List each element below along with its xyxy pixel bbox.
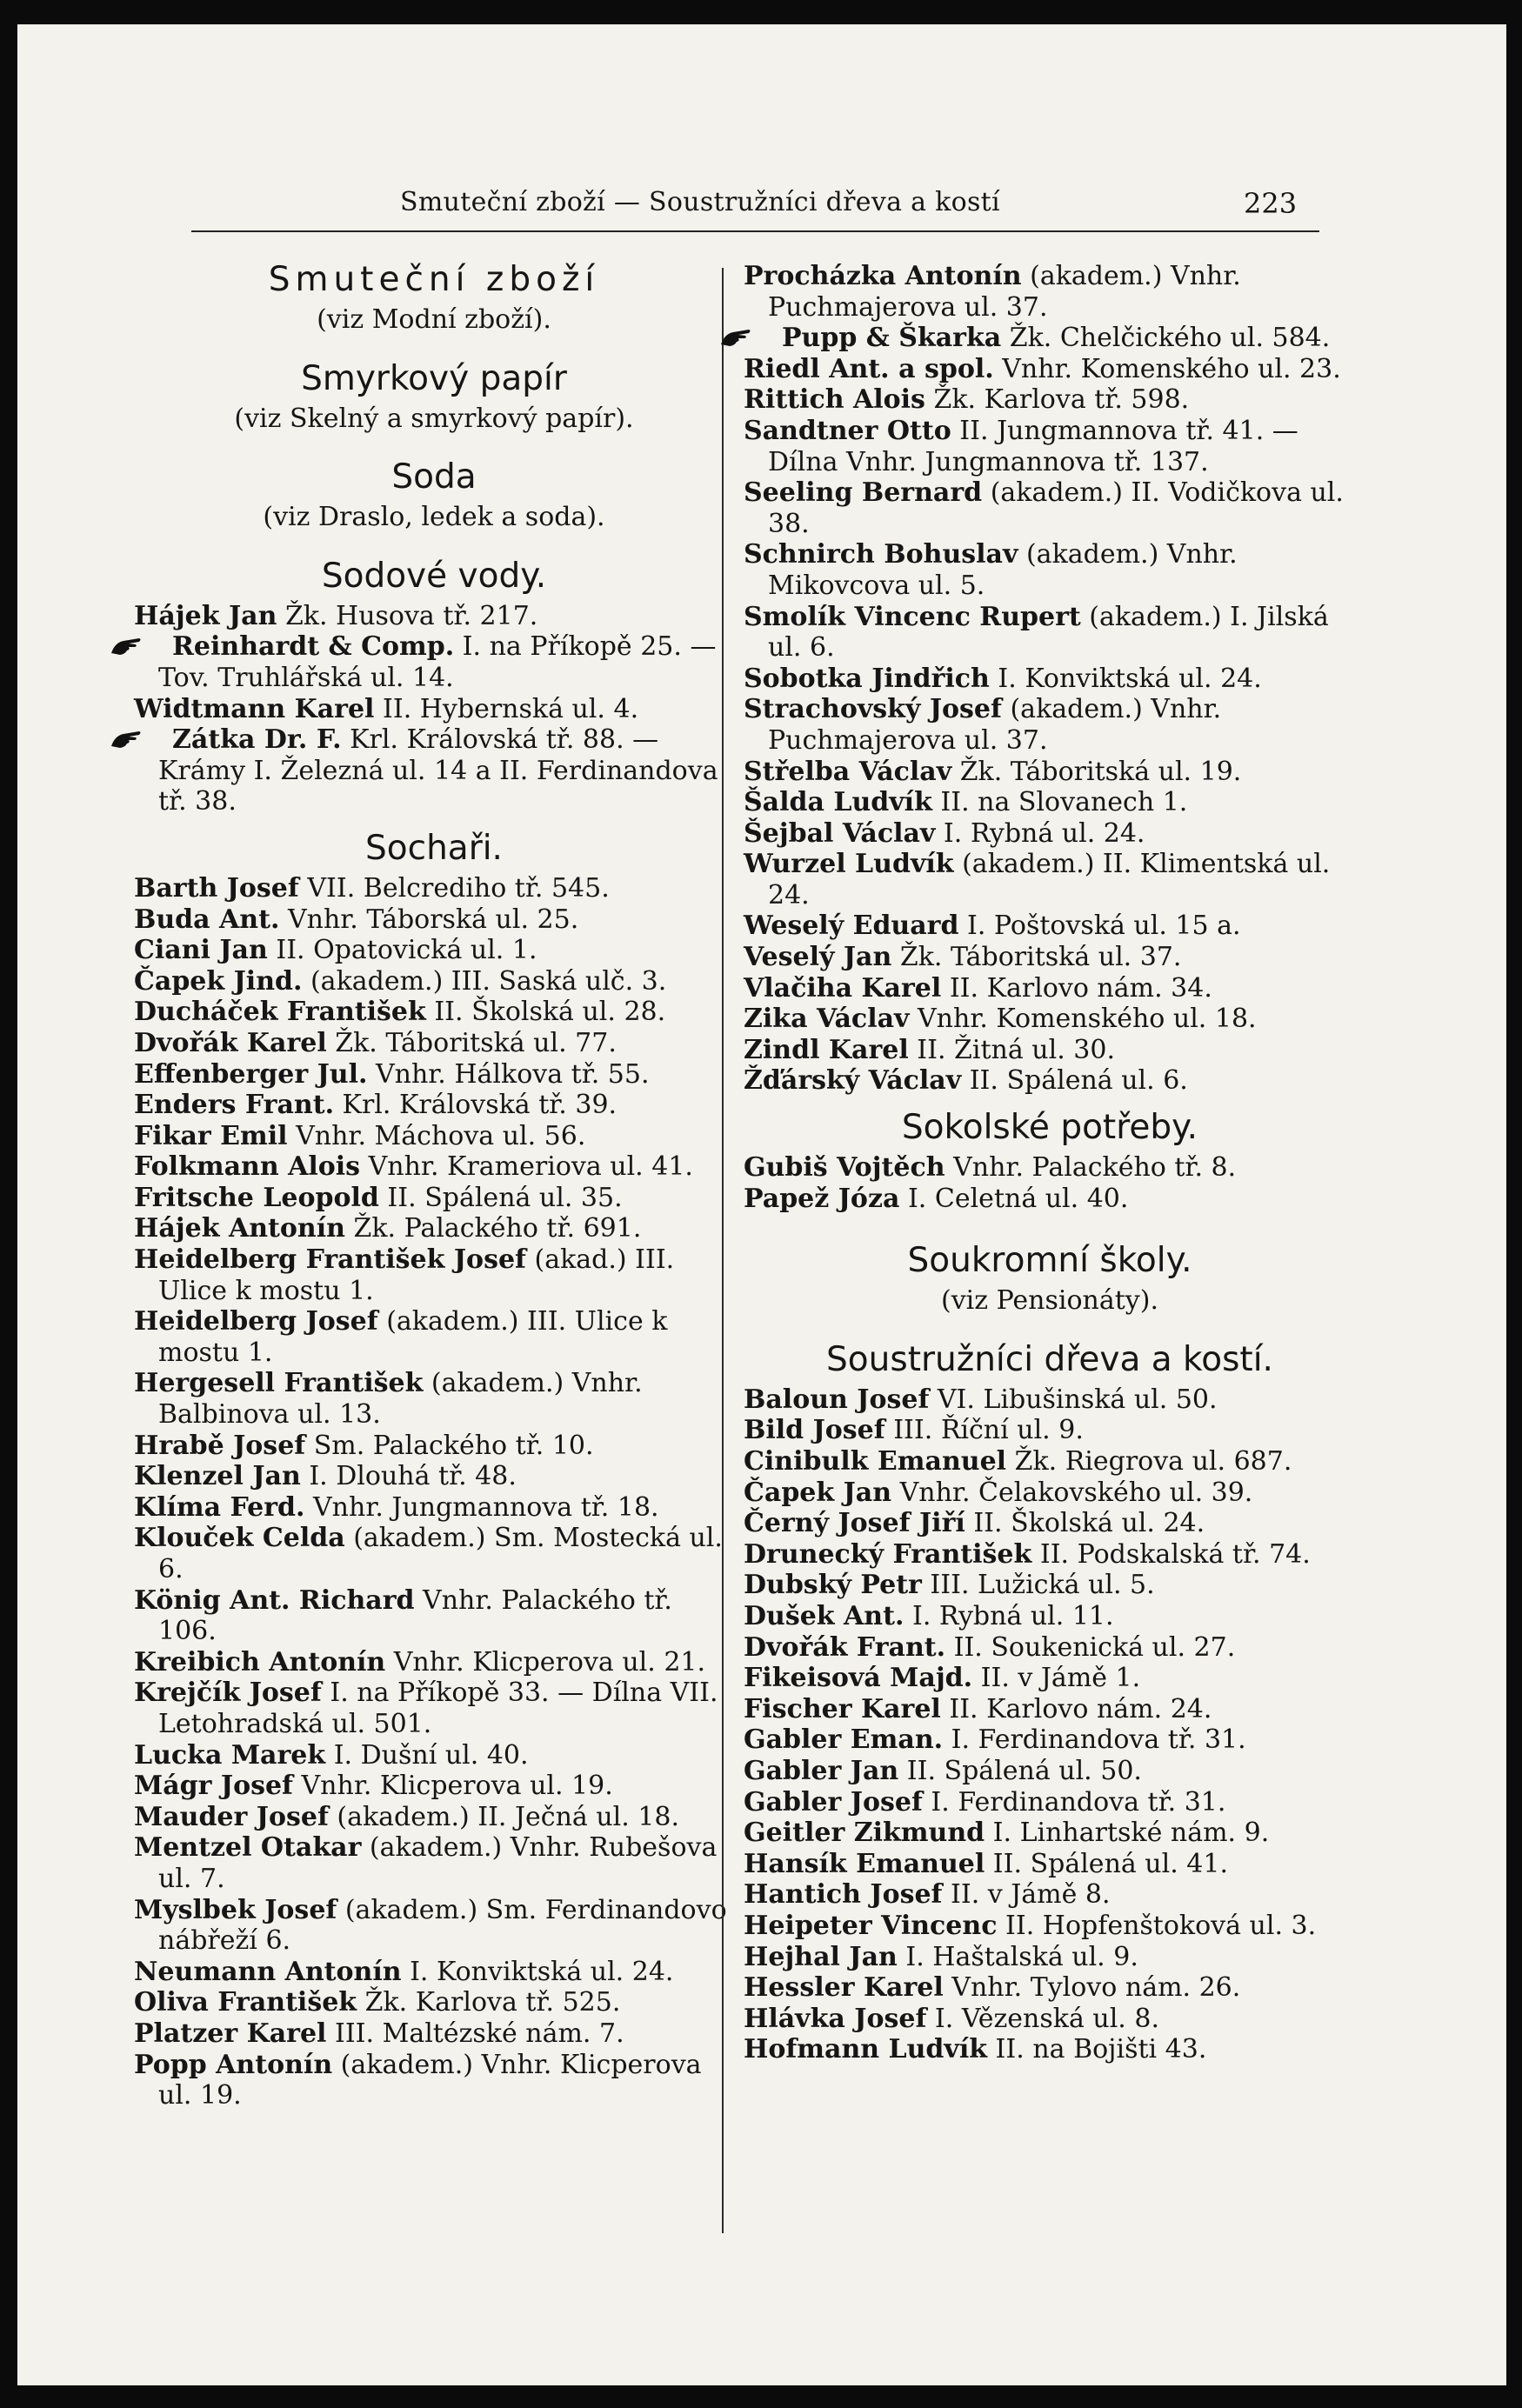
page-number: 223 [1244, 187, 1298, 220]
entry-address: Krl. Královská tř. 88. — Krámy I. Železná ul. 14 a II. Ferdinandova tř. 38. [158, 724, 718, 817]
list-item [134, 2050, 734, 2111]
entry-name: Reinhardt & Comp. [172, 631, 455, 663]
list-item [744, 1415, 1356, 1446]
entry-address: (akadem.) Vnhr. Rubešova ul. 7. [158, 1832, 718, 1894]
entry-address: (akadem.) Vnhr. Puchmajerova ul. 37. [768, 261, 1241, 323]
list-item [134, 1771, 734, 1802]
entry-name: Procházka Antonín [744, 261, 1022, 291]
pointing-hand-icon [134, 728, 167, 750]
pointing-hand-icon [134, 635, 167, 657]
entry-address: I. Ferdinandova tř. 31. [922, 1786, 1226, 1818]
section-heading: Sochaři. [365, 828, 503, 868]
entry-name: Ciani Jan [134, 935, 268, 966]
entry-address: (akadem.) Vnhr. Mikovcova ul. 5. [768, 539, 1238, 601]
list-item [744, 1849, 1356, 1880]
spacer [744, 1214, 1356, 1230]
list-item [744, 1446, 1356, 1477]
entry-name: Myslbek Josef [134, 1894, 337, 1925]
entry-address: I. Poštovská ul. 15 a. [958, 911, 1241, 942]
entry-name: Enders Frant. [134, 1090, 335, 1121]
entry-address: Vnhr. Tylovo nám. 26. [943, 1972, 1241, 2004]
entry-name: Heidelberg Josef [134, 1306, 378, 1337]
entry-address: Žk. Táboritská ul. 37. [891, 942, 1182, 973]
entry-address: II. v Jámě 8. [942, 1879, 1111, 1911]
entry-name: Weselý Eduard [744, 911, 959, 942]
entry-address: I. Konviktská ul. 24. [989, 663, 1262, 694]
entry-name: Černý Josef Jiří [744, 1508, 965, 1539]
list-item [134, 1213, 734, 1244]
list-item [744, 818, 1356, 850]
entry-name: Effenberger Jul. [134, 1058, 368, 1090]
entry-name: Hlávka Josef [744, 2003, 927, 2034]
entry-name: Mauder Josef [134, 1801, 329, 1832]
entry-name: Čapek Jan [744, 1477, 892, 1508]
list-item [134, 997, 734, 1028]
entry-address: (akadem.) Sm. Ferdinandovo nábřeží 6. [158, 1894, 727, 1957]
entry-address: II. Spálená ul. 35. [378, 1182, 623, 1213]
entry-name: Mágr Josef [134, 1771, 293, 1802]
entry-name: Střelba Václav [744, 756, 952, 787]
entry-address: (akad.) III. Ulice k mostu 1. [158, 1244, 675, 1306]
entry-address: Žk. Táboritská ul. 77. [326, 1027, 617, 1058]
entry-name: Ducháček František [134, 997, 426, 1028]
cross-reference: (viz Draslo, ledek a soda). [263, 502, 605, 533]
list-item [744, 1663, 1356, 1694]
list-item [744, 1477, 1356, 1509]
list-item [744, 787, 1356, 818]
entry-name: Schnirch Bohuslav [744, 539, 1018, 570]
entry-address: Vnhr. Čelakovského ul. 39. [891, 1477, 1253, 1508]
list-item [134, 1090, 734, 1121]
entry-address: II. Školská ul. 24. [965, 1508, 1205, 1539]
entry-name: Žďárský Václav [744, 1065, 962, 1097]
list-item [744, 849, 1356, 911]
list-item [744, 1184, 1356, 1215]
list-item [134, 1740, 734, 1771]
entry-name: Buda Ant. [134, 904, 280, 935]
list-item [134, 724, 734, 817]
entry-address: Vnhr. Palackého tř. 8. [945, 1152, 1237, 1184]
entry-name: Riedl Ant. a spol. [744, 353, 994, 384]
entry-address: II. Podskalská tř. 74. [1031, 1538, 1311, 1570]
entry-address: II. v Jámě 1. [972, 1663, 1141, 1694]
entry-name: Hrabě Josef [134, 1430, 306, 1461]
list-item [134, 694, 734, 725]
list-item [744, 477, 1356, 539]
column-divider [722, 268, 724, 2233]
section-heading: Smyrkový papír [301, 358, 567, 398]
list-item [134, 1647, 734, 1678]
section-heading: Sodové vody. [321, 556, 547, 596]
entry-name: Hejhal Jan [744, 1941, 898, 1972]
entry-name: Šejbal Václav [744, 817, 936, 849]
cross-reference: (viz Pensionáty). [940, 1285, 1158, 1317]
list-item [744, 1384, 1356, 1416]
list-item [744, 1570, 1356, 1601]
list-item [134, 1059, 734, 1091]
entry-name: Seeling Bernard [744, 477, 983, 509]
list-item [134, 1244, 734, 1306]
section-heading: Soukromní školy. [907, 1241, 1192, 1281]
section-heading: Soustružníci dřeva a kostí. [826, 1339, 1273, 1379]
entry-name: Platzer Karel [134, 2018, 327, 2049]
list-item [134, 873, 734, 904]
list-item [744, 1065, 1356, 1097]
list-item [134, 1028, 734, 1059]
entry-address: Vnhr. Komenského ul. 18. [909, 1004, 1257, 1035]
entry-address: II. Žitná ul. 30. [908, 1034, 1115, 1065]
list-item [744, 1818, 1356, 1849]
list-item [134, 631, 734, 693]
entry-name: Fritsche Leopold [134, 1182, 379, 1213]
list-item [744, 1911, 1356, 1942]
entry-name: Papež Józa [744, 1183, 900, 1214]
entry-address: (akadem.) II. Klimentská ul. 24. [768, 849, 1331, 911]
list-item [134, 1957, 734, 1988]
entry-address: VII. Belcrediho tř. 545. [298, 872, 610, 904]
entry-name: Dubský Petr [744, 1570, 922, 1601]
entry-address: Žk. Riegrova ul. 687. [1006, 1446, 1292, 1477]
entry-name: Strachovský Josef [744, 694, 1002, 725]
entry-address: Vnhr. Klicperova ul. 19. [292, 1771, 613, 1802]
pointing-hand-icon [744, 326, 777, 349]
list-item [744, 1787, 1356, 1818]
entry-name: Lucka Marek [134, 1739, 326, 1771]
entry-address: I. Dušní ul. 40. [325, 1739, 529, 1771]
entry-name: Čapek Jind. [134, 965, 303, 997]
list-item [744, 1004, 1356, 1035]
entry-address: Žk. Karlova tř. 598. [925, 384, 1190, 416]
entry-address: I. Rybná ul. 24. [935, 817, 1145, 849]
entry-name: Hájek Jan [134, 600, 277, 631]
list-item [134, 1802, 734, 1833]
entry-address: VI. Libušinská ul. 50. [929, 1384, 1218, 1415]
entry-address: II. Spálená ul. 6. [961, 1065, 1188, 1097]
list-item [744, 261, 1356, 323]
entry-address: II. Spálená ul. 50. [898, 1755, 1142, 1786]
section-heading: Sokolské potřeby. [901, 1108, 1198, 1148]
entry-name: Pupp & Škarka [782, 323, 1002, 354]
entry-address: II. Spálená ul. 41. [985, 1848, 1229, 1879]
entry-name: Kreibich Antonín [134, 1646, 386, 1678]
entry-address: I. Rybná ul. 11. [904, 1600, 1114, 1631]
list-item [744, 602, 1356, 664]
entry-address: II. Karlovo nám. 34. [941, 972, 1212, 1004]
list-item [744, 1508, 1356, 1539]
list-item [744, 1879, 1356, 1911]
entry-name: Mentzel Otakar [134, 1832, 362, 1864]
entry-address: Vnhr. Komenského ul. 23. [993, 353, 1341, 384]
list-item [744, 2004, 1356, 2035]
entry-address: Žk. Karlova tř. 525. [357, 1987, 621, 2018]
entry-address: II. Hopfenštoková ul. 3. [997, 1910, 1317, 1941]
entry-address: III. Říční ul. 9. [884, 1415, 1084, 1446]
entry-name: Geitler Zikmund [744, 1818, 985, 1849]
list-item [744, 911, 1356, 942]
list-item [134, 1151, 734, 1183]
list-item [744, 1152, 1356, 1184]
entry-name: Heidelberg František Josef [134, 1244, 526, 1276]
entry-address: (akadem.) Sm. Mostecká ul. 6. [158, 1523, 723, 1584]
entry-address: II. Opatovická ul. 1. [267, 935, 537, 966]
list-item [134, 1523, 734, 1584]
entry-address: I. Linhartské nám. 9. [985, 1818, 1270, 1849]
header-rule [191, 230, 1319, 232]
list-item [744, 2034, 1356, 2065]
entry-address: III. Maltézské nám. 7. [326, 2018, 624, 2049]
entry-address: (akadem.) Vnhr. Balbinova ul. 13. [158, 1368, 643, 1431]
entry-name: Bild Josef [744, 1415, 885, 1446]
entry-name: Widtmann Karel [134, 693, 375, 724]
entry-name: Wurzel Ludvík [744, 849, 954, 880]
entry-address: Žk. Táboritská ul. 19. [951, 756, 1242, 787]
left-column [134, 261, 734, 2111]
entry-address: Vnhr. Máchova ul. 56. [287, 1120, 586, 1151]
list-item [134, 1461, 734, 1492]
list-item [744, 1972, 1356, 2004]
entry-address: (akadem.) III. Saská ulč. 3. [302, 965, 667, 997]
entry-address: II. Školská ul. 28. [425, 997, 666, 1028]
section-heading: Soda [391, 457, 477, 497]
list-item [134, 1895, 734, 1957]
entry-name: Rittich Alois [744, 384, 925, 416]
entry-name: Klíma Ferd. [134, 1491, 305, 1523]
list-item [744, 1035, 1356, 1066]
list-item [134, 904, 734, 936]
entry-name: Neumann Antonín [134, 1956, 402, 1987]
list-item [134, 935, 734, 966]
entry-address: II. Soukenická ul. 27. [945, 1631, 1236, 1663]
entry-name: Hessler Karel [744, 1972, 944, 2004]
entry-name: König Ant. Richard [134, 1584, 415, 1616]
entry-address: I. Vězenská ul. 8. [926, 2003, 1159, 2034]
list-item [134, 1678, 734, 1739]
list-item [744, 416, 1356, 477]
entry-address: I. na Příkopě 33. — Dílna VII. Letohradská ul. 501. [158, 1678, 718, 1739]
entry-name: Šalda Ludvík [744, 787, 932, 818]
entry-name: Hájek Antonín [134, 1213, 345, 1244]
entry-name: Drunecký František [744, 1538, 1032, 1570]
entry-name: Baloun Josef [744, 1384, 930, 1415]
entry-address: I. Dlouhá tř. 48. [300, 1461, 517, 1492]
entry-name: Fikeisová Majd. [744, 1663, 973, 1694]
list-item [134, 2018, 734, 2050]
entry-address: (akadem.) Vnhr. Klicperova ul. 19. [158, 2049, 702, 2111]
entry-name: Fischer Karel [744, 1693, 941, 1724]
entry-name: Zátka Dr. F. [172, 724, 342, 756]
entry-name: Zika Václav [744, 1004, 910, 1035]
list-item [744, 1632, 1356, 1664]
entry-address: Vnhr. Krameriova ul. 41. [360, 1151, 693, 1183]
entry-name: Fikar Emil [134, 1120, 288, 1151]
list-item [744, 942, 1356, 973]
entry-address: Žk. Palackého tř. 691. [344, 1213, 642, 1244]
entry-name: Klouček Celda [134, 1523, 345, 1554]
list-item [134, 1832, 734, 1894]
entry-name: Krejčík Josef [134, 1678, 322, 1709]
list-item [744, 757, 1356, 788]
entry-name: Oliva František [134, 1987, 357, 2018]
list-item [744, 323, 1356, 354]
list-item [744, 1942, 1356, 1973]
list-item [134, 1368, 734, 1430]
list-item [134, 966, 734, 997]
list-item [744, 1756, 1356, 1787]
list-item [134, 1183, 734, 1214]
entry-name: Gabler Jan [744, 1755, 899, 1786]
section-heading: Smuteční zboží [268, 260, 600, 299]
list-item [744, 539, 1356, 601]
list-item [134, 601, 734, 632]
list-item [744, 1539, 1356, 1571]
list-item [134, 1431, 734, 1462]
entry-name: Klenzel Jan [134, 1461, 301, 1492]
cross-reference: (viz Modní zboží). [317, 304, 551, 335]
entry-name: Hantich Josef [744, 1879, 943, 1911]
entry-address: II. na Bojišti 43. [987, 2034, 1207, 2065]
list-item [744, 694, 1356, 756]
entry-address: I. Ferdinandova tř. 31. [943, 1724, 1246, 1756]
entry-address: I. Konviktská ul. 24. [401, 1956, 674, 1987]
list-item [134, 1987, 734, 2018]
entry-address: (akadem.) II. Ječná ul. 18. [328, 1801, 680, 1832]
entry-name: Hofmann Ludvík [744, 2034, 988, 2065]
entry-address: Vnhr. Palackého tř. 106. [158, 1584, 672, 1647]
entry-address: (akadem.) II. Vodičkova ul. 38. [768, 477, 1344, 539]
entry-address: I. Haštalská ul. 9. [897, 1941, 1138, 1972]
list-item [744, 354, 1356, 385]
entry-address: (akadem.) I. Jilská ul. 6. [768, 601, 1329, 664]
entry-address: Sm. Palackého tř. 10. [305, 1430, 594, 1461]
entry-address: II. Hybernská ul. 4. [374, 693, 639, 724]
entry-name: Gabler Josef [744, 1786, 923, 1818]
entry-name: Hergesell František [134, 1368, 424, 1399]
entry-address: I. na Příkopě 25. — Tov. Truhlářská ul. 14. [158, 631, 717, 693]
entry-name: Dvořák Frant. [744, 1631, 946, 1663]
right-column [744, 261, 1356, 2065]
entry-address: (akadem.) III. Ulice k mostu 1. [158, 1306, 668, 1368]
directory-page [17, 24, 1506, 2385]
entry-address: II. na Slovanech 1. [931, 787, 1188, 818]
list-item [744, 664, 1356, 695]
entry-name: Gabler Eman. [744, 1724, 944, 1756]
entry-name: Dušek Ant. [744, 1600, 905, 1631]
entry-address: I. Celetná ul. 40. [899, 1183, 1129, 1214]
list-item [744, 973, 1356, 1004]
entry-address: II. Jungmannova tř. 41. — Dílna Vnhr. Jungmannova tř. 137. [768, 415, 1298, 477]
list-item [134, 1306, 734, 1368]
entry-address: Krl. Královská tř. 39. [334, 1090, 617, 1121]
cross-reference: (viz Skelný a smyrkový papír). [234, 403, 634, 434]
list-item [134, 1121, 734, 1152]
entry-address: Žk. Chelčického ul. 584. [1001, 323, 1331, 354]
entry-address: II. Karlovo nám. 24. [940, 1693, 1212, 1724]
list-item [134, 1585, 734, 1647]
entry-name: Folkmann Alois [134, 1151, 361, 1183]
entry-name: Zindl Karel [744, 1034, 909, 1065]
list-item [134, 1492, 734, 1524]
list-item [744, 1724, 1356, 1756]
entry-name: Heipeter Vincenc [744, 1910, 998, 1941]
entry-name: Vlačiha Karel [744, 972, 942, 1004]
entry-name: Hansík Emanuel [744, 1848, 985, 1879]
entry-address: Vnhr. Jungmannova tř. 18. [304, 1491, 659, 1523]
entry-address: Žk. Husova tř. 217. [277, 600, 538, 631]
entry-name: Popp Antonín [134, 2049, 333, 2080]
running-title: Smuteční zboží — Soustružníci dřeva a kostí [400, 187, 1000, 217]
entry-name: Veselý Jan [744, 942, 892, 973]
list-item [744, 1601, 1356, 1632]
list-item [744, 384, 1356, 416]
page-header [17, 168, 1506, 237]
entry-name: Sobotka Jindřich [744, 663, 990, 694]
entry-address: III. Lužická ul. 5. [921, 1570, 1155, 1601]
entry-name: Gubiš Vojtěch [744, 1152, 945, 1184]
entry-name: Smolík Vincenc Rupert [744, 601, 1081, 632]
entry-name: Sandtner Otto [744, 415, 951, 446]
entry-name: Barth Josef [134, 872, 299, 904]
entry-address: Vnhr. Táborská ul. 25. [279, 904, 579, 935]
entry-address: (akadem.) Vnhr. Puchmajerova ul. 37. [768, 694, 1222, 756]
list-item [744, 1694, 1356, 1725]
entry-name: Cinibulk Emanuel [744, 1446, 1007, 1477]
entry-address: Vnhr. Klicperova ul. 21. [385, 1646, 706, 1678]
entry-name: Dvořák Karel [134, 1027, 327, 1058]
entry-address: Vnhr. Hálkova tř. 55. [367, 1058, 650, 1090]
